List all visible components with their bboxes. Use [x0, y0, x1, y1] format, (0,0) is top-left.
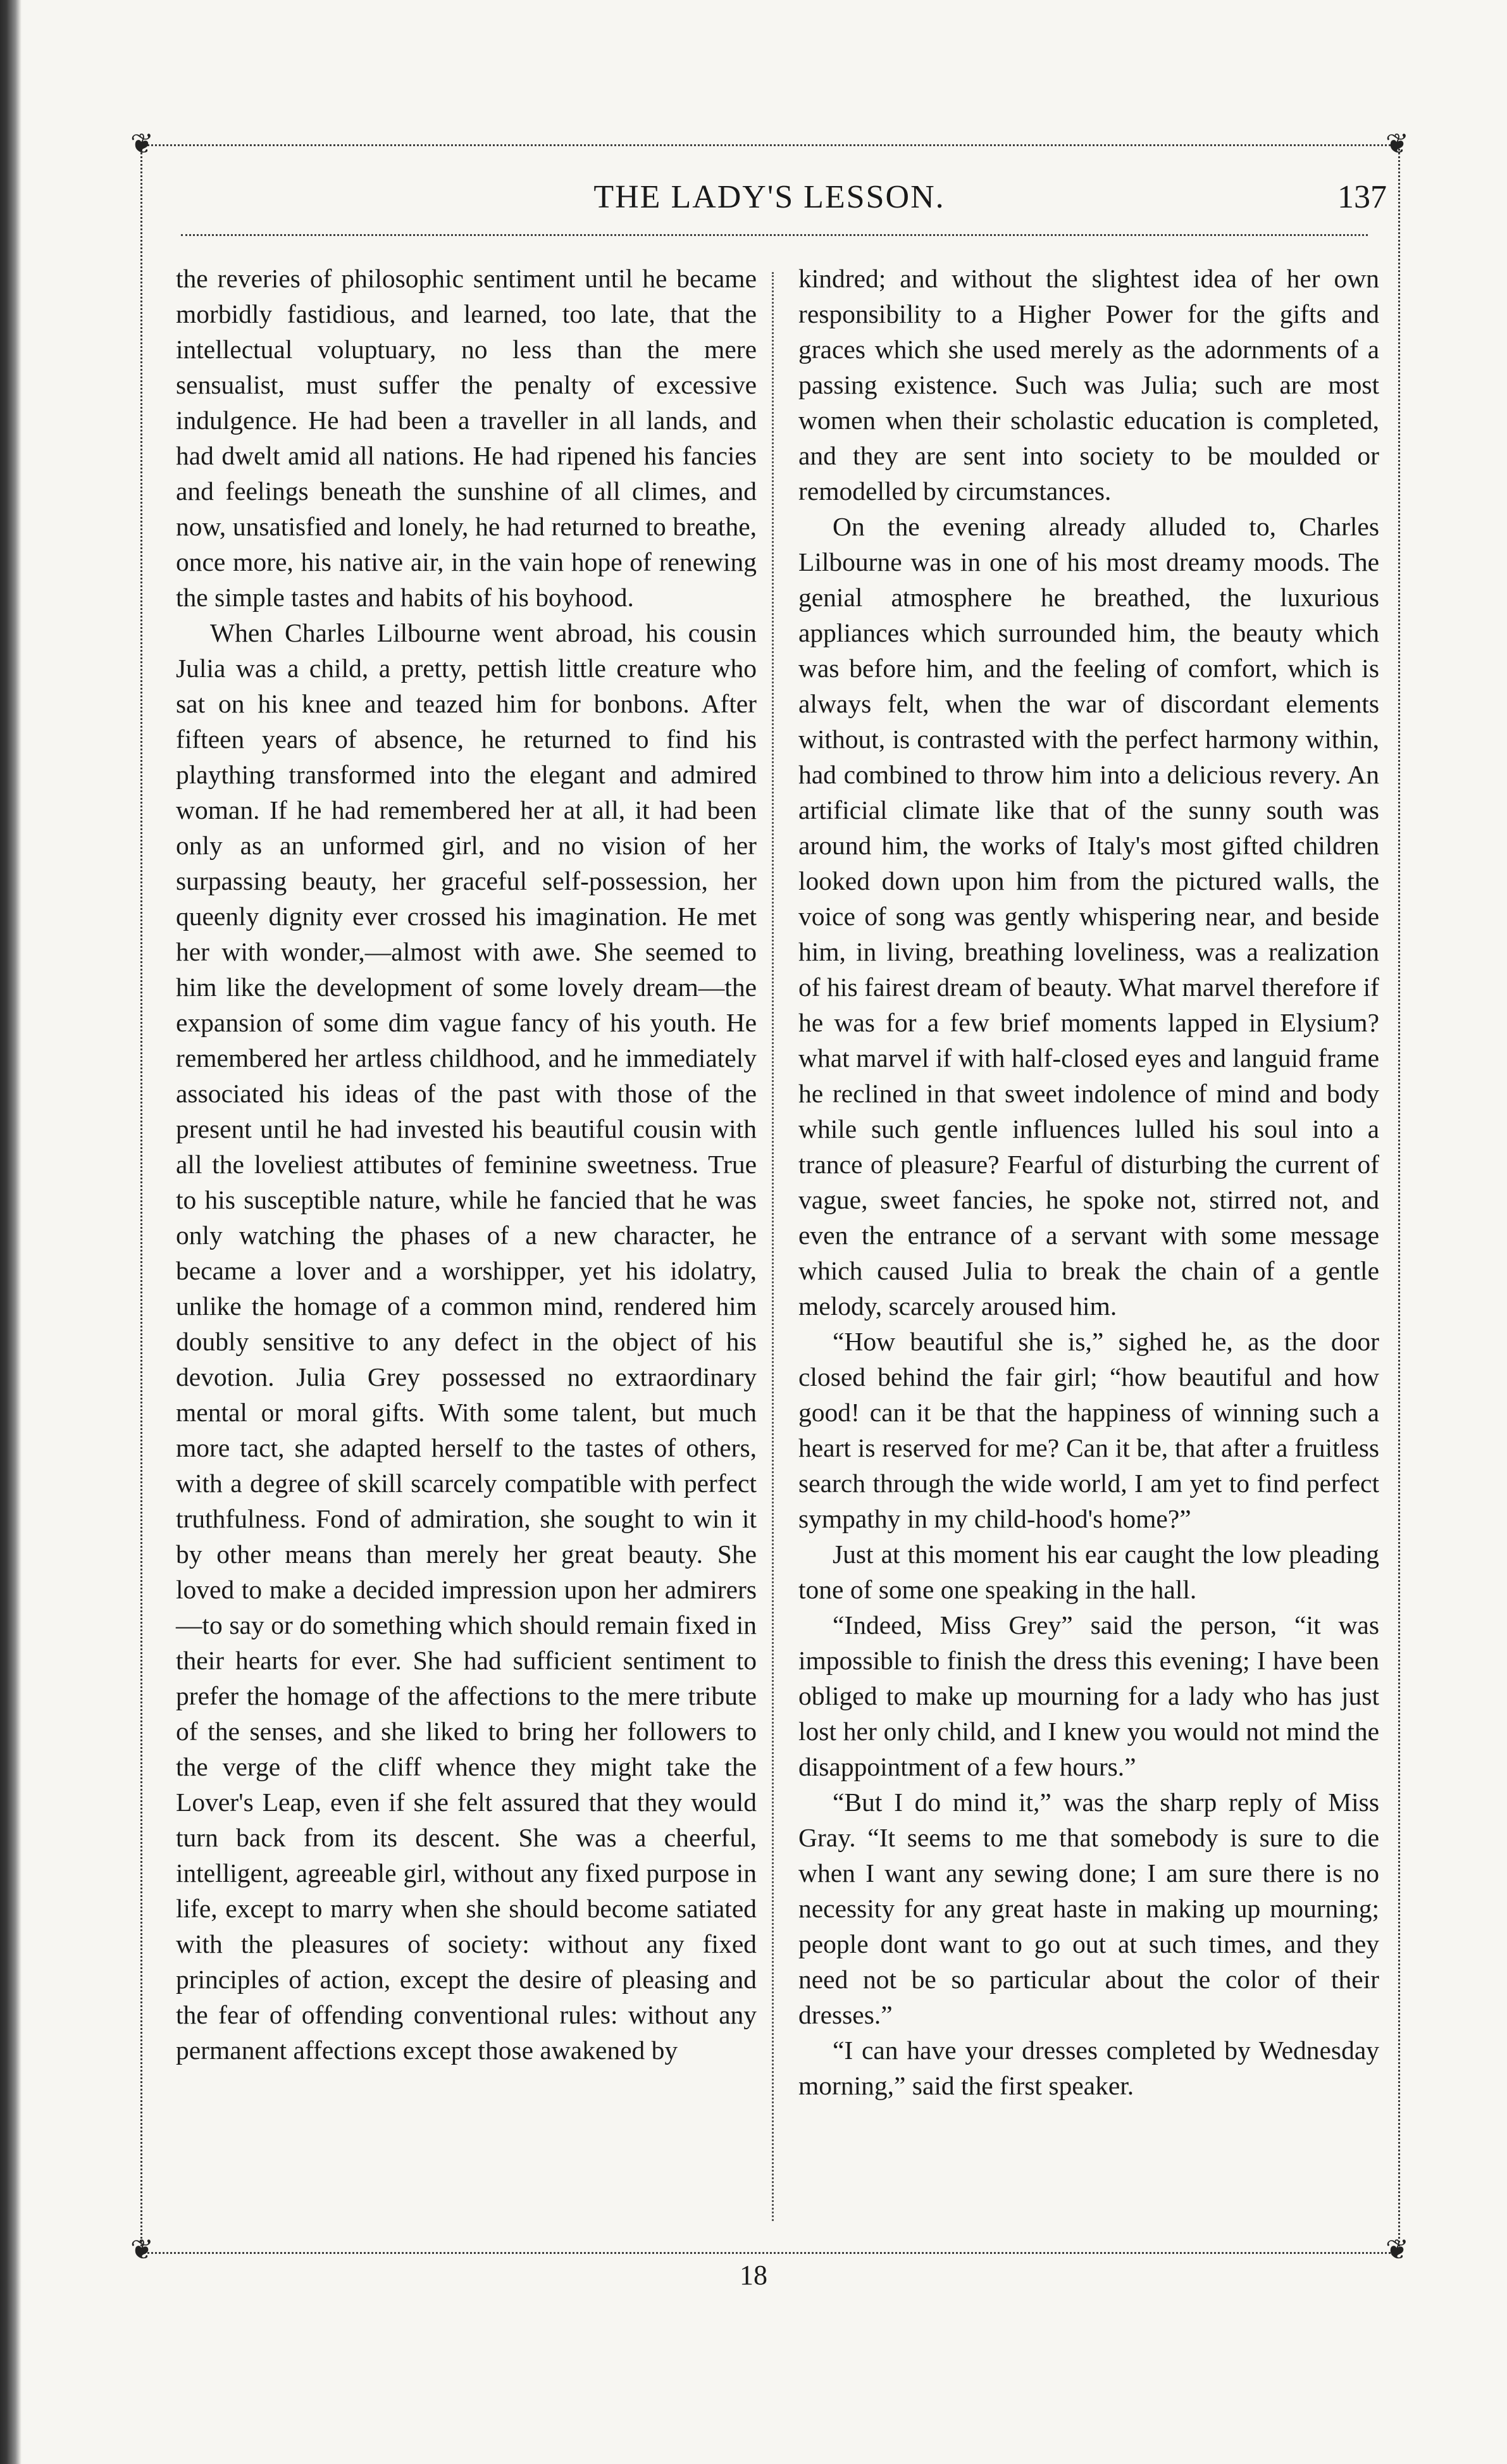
left-column [176, 261, 757, 2216]
corner-ornament-icon: ❦ [1386, 2234, 1409, 2265]
running-title: THE LADY'S LESSON. [593, 179, 945, 215]
header-rule [181, 234, 1368, 236]
page-scan-edge [0, 0, 22, 2464]
paragraph: When Charles Lilbourne went abroad, his cousin Julia was a child, a pretty, pettish little creature who sat on his knee and teazed him for bonbons. After fifteen years of absence, he returned to find his plaything transformed into the elegant and admired woman. If he had remembered her at all, it had been only as an unformed girl, and no vision of her surpassing beauty, her graceful self-possession, her queenly dignity ever crossed his imagination. He met her with wonder,—almost with awe. She seemed to him like the development of some lovely dream—the expansion of some dim vague fancy of his youth. He remembered her artless childhood, and he immediately associated his ideas of the past with those of the present until he had invested his beautiful cousin with all the loveliest attibutes of feminine sweetness. True to his susceptible nature, while he fancied that he was only watching the phases of a new character, he became a lover and a worshipper, yet his idolatry, unlike the homage of a common mind, rendered him doubly sensitive to any defect in the object of his devotion. Julia Grey possessed no extraordinary mental or moral gifts. With some talent, but much more tact, she adapted herself to the tastes of others, with a degree of skill scarcely compatible with perfect truthfulness. Fond of admiration, she sought to win it by other means than merely her great beauty. She loved to make a decided impression upon her admirers—to say or do something which should remain fixed in their hearts for ever. She had sufficient sentiment to prefer the homage of the affections to the mere tribute of the senses, and she liked to bring her followers to the verge of the cliff whence they might take the Lover's Leap, even if she felt assured that they would turn back from its descent. She was a cheerful, intelligent, agreeable girl, without any fixed purpose in life, except to marry when she should become satiated with the pleasures of society: without any fixed principles of action, except the desire of pleasing and the fear of offending conventional rules: without any permanent affections except those awakened by [176, 618, 757, 2065]
paragraph: “How beautiful she is,” sighed he, as the door closed behind the fair girl; “how beautiful and how good! can it be that the happiness of winning such a heart is reserved for me? Can it be, that after a fruitless search through the wide world, I am yet to find perfect sympathy in my child-hood's home?” [798, 1327, 1379, 1533]
corner-ornament-icon: ❦ [1386, 128, 1409, 159]
paragraph: “I can have your dresses completed by Wednesday morning,” said the first speaker. [798, 2036, 1379, 2100]
paragraph: the reveries of philosophic sentiment until he became morbidly fastidious, and learned, too late, that the intellectual voluptuary, no less than the mere sensualist, must suffer the penalty of excessive indulgence. He had been a traveller in all lands, and had dwelt amid all nations. He had ripened his fancies and feelings beneath the sunshine of all climes, and now, unsatisfied and lonely, he had returned to breathe, once more, his native air, in the vain hope of renewing the simple tastes and habits of his boyhood. [176, 264, 757, 612]
right-column [798, 261, 1379, 2216]
signature-mark: 18 [740, 2260, 767, 2291]
paragraph: Just at this moment his ear caught the low pleading tone of some one speaking in the hall. [798, 1540, 1379, 1604]
border-left [140, 144, 142, 2250]
column-divider [772, 272, 774, 2221]
paragraph: kindred; and without the slightest idea of her own responsibility to a Higher Power for the gifts and graces which she used merely as the adornments of a passing existence. Such was Julia; such are most women when their scholastic education is completed, and they are sent into society to be moulded or remodelled by circumstances. [798, 264, 1379, 506]
paragraph: On the evening already alluded to, Charles Lilbourne was in one of his most dreamy moods. The genial atmosphere he breathed, the luxurious appliances which surrounded him, the beauty which was before him, and the feeling of comfort, which is always felt, when the war of discordant elements without, is contrasted with the perfect harmony within, had combined to throw him into a delicious revery. An artificial climate like that of the sunny south was around him, the works of Italy's most gifted children looked down upon him from the pictured walls, the voice of song was gently whispering near, and beside him, in living, breathing loveliness, was a realization of his fairest dream of beauty. What marvel therefore if he was for a few brief moments lapped in Elysium? what marvel if with half-closed eyes and languid frame he reclined in that sweet indolence of mind and body while such gentle influences lulled his soul into a trance of pleasure? Fearful of disturbing the current of vague, sweet fancies, he spoke not, stirred not, and even the entrance of a servant with some message which caused Julia to break the chain of a gentle melody, scarcely aroused him. [798, 512, 1379, 1321]
corner-ornament-icon: ❦ [130, 128, 154, 159]
paragraph: “But I do mind it,” was the sharp reply of Miss Gray. “It seems to me that somebody is sure to die when I want any sewing done; I am sure there is no necessity for any great haste in making up mourning; people dont want to go out at such times, and they need not be so particular about the color of their dresses.” [798, 1788, 1379, 2029]
running-head [140, 172, 1398, 229]
paragraph: “Indeed, Miss Grey” said the person, “it was impossible to finish the dress this evening; I have been obliged to make up mourning for a lady who has just lost her only child, and I knew you would not mind the disappointment of a few hours.” [798, 1610, 1379, 1781]
page-number: 137 [1337, 179, 1387, 215]
corner-ornament-icon: ❦ [130, 2234, 154, 2265]
border-right [1398, 144, 1400, 2250]
